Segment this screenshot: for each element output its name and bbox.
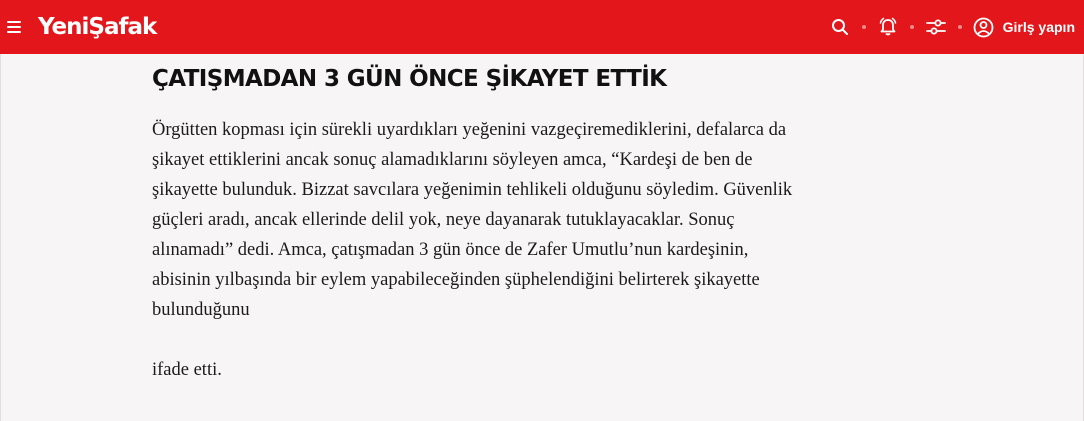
sliders-icon[interactable] [925, 16, 947, 38]
login-button[interactable] [973, 16, 1075, 38]
article-paragraph: ifade etti. [152, 360, 222, 380]
header-actions [829, 0, 1084, 54]
hamburger-menu-icon[interactable] [7, 21, 21, 33]
article-paragraph: Örgütten kopması için sürekli uyardıkları yeğenini vazgeçiremediklerini, defalarca da şikayet ettiklerini ancak sonuç alamadıklarını söyleyen amca, “Kardeşi de ben de şikayette bulunduk. Bizzat savcılara yeğenimin tehlikeli olduğunu söyledim. Güvenlik güçleri aradı, ancak ellerinde delil yok, neye dayanarak tutuklayacaklar. Sonuç alınamadı” dedi. Amca, çatışmadan 3 gün önce de Zafer Umutlu’nun kardeşinin, abisinin yılbaşında bir eylem yapabileceğinden şüphelendiğini belirterek şikayette bulunduğunu [152, 120, 793, 320]
section-heading: ÇATIŞMADAN 3 GÜN ÖNCE ŞİKAYET ETTİK [152, 66, 667, 92]
separator-dot [910, 25, 914, 29]
site-logo[interactable]: YeniŞafak [38, 14, 157, 40]
search-icon[interactable] [829, 16, 851, 38]
separator-dot [862, 25, 866, 29]
article-body [152, 62, 802, 385]
alarm-bell-icon[interactable] [877, 16, 899, 38]
top-navigation-bar [0, 0, 1084, 54]
separator-dot [958, 25, 962, 29]
user-circle-icon [973, 16, 995, 38]
login-label: Girlş yapın [1002, 19, 1075, 35]
